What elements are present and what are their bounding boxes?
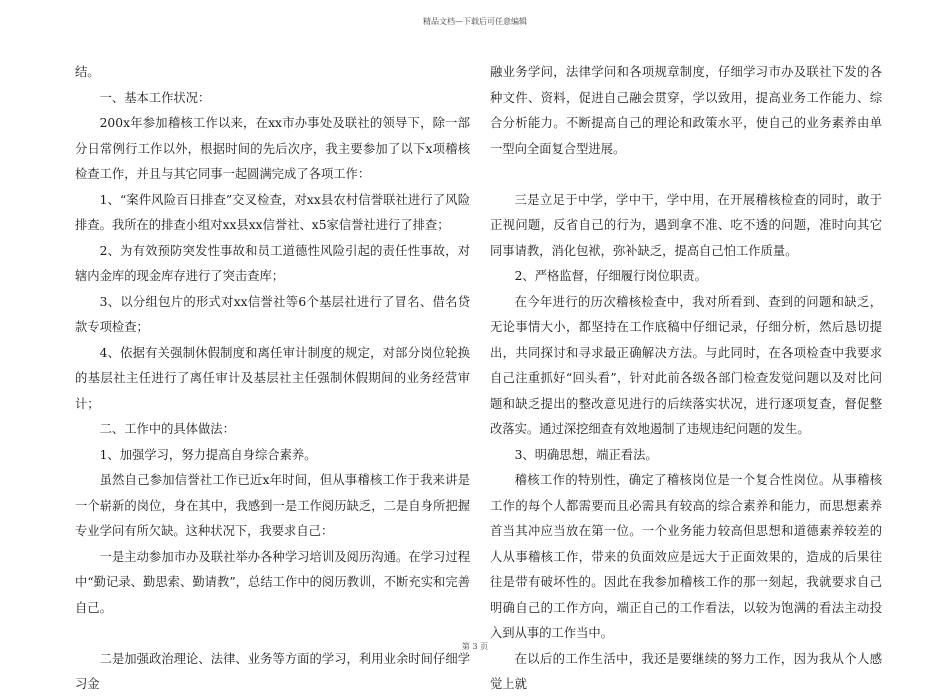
page-header: 精品文档—下载后可任意编辑 — [423, 17, 527, 26]
list-item: 1、“案件风险百日排查”交叉检查，对xx县农村信誉联社进行了风险排查。我所在的排查小组对xx县xx信誉社、x5家信誉社进行了排查； — [75, 192, 470, 232]
paragraph: 稽核工作的特别性，确定了稽核岗位是一个复合性岗位。从事稽核工作的每个人都需要而且必需具有较高的综合素养和能力，而思想素养首当其冲应当放在第一位。一个业务能力较高但思想和道德素养较差的人从事稽核工作，带来的负面效应是远大于正面效果的，造成的后果往往是带有破坏性的。因此在我参加稽核工作的那一刻起，我就要求自己明确自己的工作方向，端正自己的工作看法，以较为饱满的看法主动投入到从事的工作当中。 — [490, 473, 882, 640]
paragraph: 在以后的工作生活中，我还是要继续的努力工作，因为我从个人感觉上就 — [490, 651, 882, 691]
list-item: 4、依据有关强制休假制度和离任审计制度的规定，对部分岗位轮换的基层社主任进行了离任审计及基层社主任强制休假期间的业务经营审计； — [75, 345, 470, 411]
right-column — [490, 60, 882, 698]
paragraph: 200x年参加稽核工作以来，在xx市办事处及联社的领导下，除一部分日常例行工作以外，根据时间的先后次序，我主要参加了以下x项稽核检查工作，并且与其它同事一起圆满完成了各项工作： — [75, 116, 470, 181]
paragraph: 融业务学问，法律学问和各项规章制度，仔细学习市办及联社下发的各种文件、资料，促进自己融会贯穿，学以致用，提高业务工作能力、综合分析能力。不断提高自己的理论和政策水平，使自己的业务素养由单一型向全面复合型进展。 — [490, 65, 882, 156]
subsection-heading: 1、加强学习，努力提高自身综合素养。 — [99, 447, 317, 462]
paragraph: 一是主动参加市办及联社举办各种学习培训及阅历沟通。在学习过程中“勤记录、勤思索、勤请教”，总结工作中的阅历教训，不断充实和完善自己。 — [75, 549, 470, 615]
list-item: 2、为有效预防突发性事故和员工道德性风险引起的责任性事故，对辖内金库的现金库存进行了突击查库； — [75, 243, 470, 283]
paragraph: 在今年进行的历次稽核检查中，我对所看到、查到的问题和缺乏，无论事情大小，都坚持在工作底稿中仔细记录，仔细分析，然后恳切提出，共同探讨和寻求最正确解决方法。与此同时，在各项检查中我要求自己注重抓好“回头看”，针对此前各级各部门检查发觉问题以及对比问题和缺乏提出的整改意见进行的后续落实状况，进行逐项复查，督促整改落实。通过深挖细查有效地遏制了违规违纪问题的发生。 — [490, 294, 882, 436]
section-heading: 一、基本工作状况： — [99, 90, 211, 105]
paragraph: 二是加强政治理论、法律、业务等方面的学习，利用业余时间仔细学习金 — [75, 651, 470, 691]
section-heading: 二、工作中的具体做法： — [99, 422, 235, 436]
subsection-heading: 3、明确思想，端正看法。 — [514, 447, 658, 462]
list-item: 3、以分组包片的形式对xx信誉社等6个基层社进行了冒名、借名贷款专项检查； — [75, 294, 470, 334]
paragraph: 虽然自己参加信誉社工作已近x年时间，但从事稽核工作于我来讲是一个崭新的岗位，身在其中，我感到一是工作阅历缺乏，二是自身所把握专业学问有所欠缺。这种状况下，我要求自己： — [75, 473, 470, 538]
subsection-heading: 2、严格监督，仔细履行岗位职责。 — [514, 269, 707, 283]
page-number: 第 3 页 — [461, 642, 489, 651]
paragraph: 三是立足于中学，学中干，学中用，在开展稽核检查的同时，敢于正视问题，反省自己的行为，遇到拿不准、吃不透的问题，准时向其它同事请教，消化包袱，弥补缺乏，提高自己怕工作质量。 — [490, 192, 882, 258]
left-column — [75, 60, 470, 698]
paragraph: 结。 — [75, 65, 100, 79]
